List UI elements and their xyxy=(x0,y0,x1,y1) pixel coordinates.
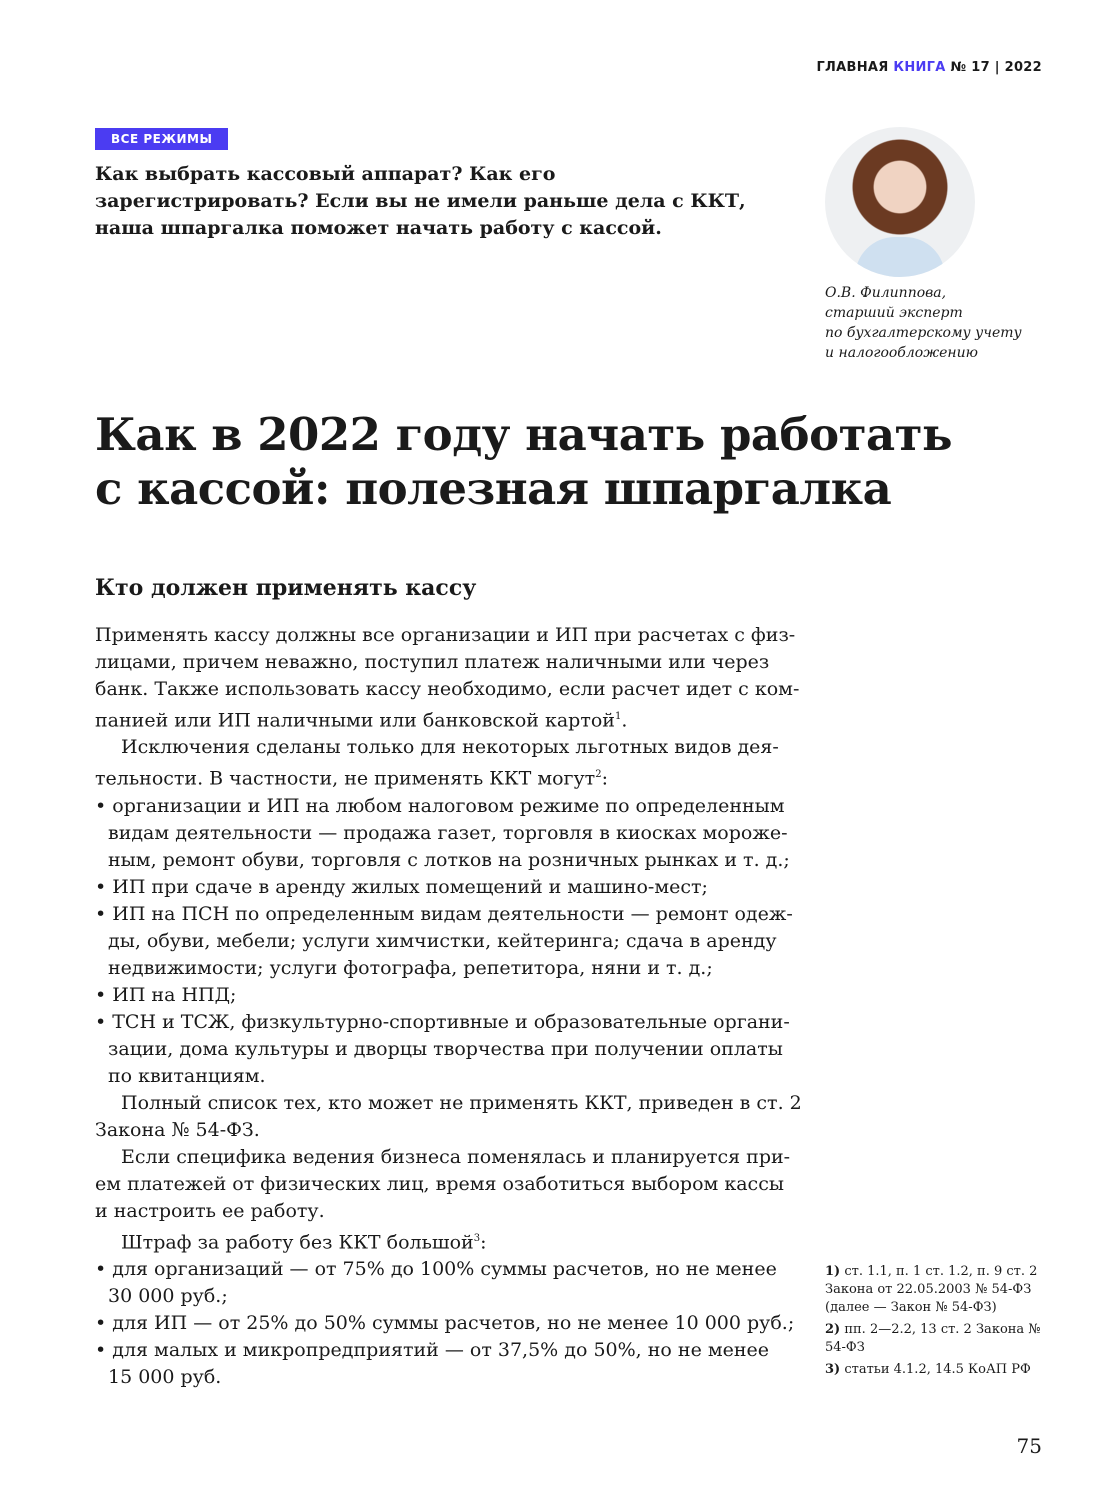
issue-number: № 17 | 2022 xyxy=(950,60,1042,75)
lead-paragraph xyxy=(95,161,795,242)
author-role: по бухгалтерскому учету xyxy=(825,325,1022,341)
body-line: 30 000 руб.; xyxy=(108,1284,228,1307)
body-line: лицами, причем неважно, поступил платеж наличными или через xyxy=(95,651,770,673)
title-line: с кассой: полезная шпаргалка xyxy=(95,462,892,515)
body-line: Если специфика ведения бизнеса поменялась и планируется при- xyxy=(121,1145,791,1168)
author-caption xyxy=(825,283,1022,363)
body-line: Штраф за работу без ККТ большой$^3$: xyxy=(121,1230,487,1253)
page-number: 75 xyxy=(1016,1434,1042,1458)
category-tag: ВСЕ РЕЖИМЫ xyxy=(95,128,228,150)
body-line: тельности. В частности, не применять ККТ могут$^2$: xyxy=(95,767,608,790)
magazine-name-accent: КНИГА xyxy=(893,60,946,75)
body-line: Исключения сделаны только для некоторых льготных видов дея- xyxy=(121,736,779,759)
bullet-item: • организации и ИП на любом налоговом режиме по определенным xyxy=(95,793,785,820)
footnote-ref: 3 xyxy=(473,1232,481,1244)
magazine-name: ГЛАВНАЯ xyxy=(816,60,889,75)
body-line: недвижимости; услуги фотографа, репетитора, няни и т. д.; xyxy=(108,956,713,979)
author-photo xyxy=(825,127,975,277)
body-line: видам деятельности — продажа газет, торговля в киосках мороже- xyxy=(108,821,788,844)
body-line: и настроить ее работу. xyxy=(95,1199,325,1222)
body-line: панией или ИП наличными или банковской картой$^1$. xyxy=(95,709,628,732)
article-body xyxy=(95,622,802,1391)
bullet-item: • для организаций — от 75% до 100% суммы расчетов, но не менее xyxy=(95,1256,785,1283)
lead-line: зарегистрировать? Если вы не имели раньше дела с ККТ, xyxy=(95,190,746,212)
footnote-ref: 1 xyxy=(614,711,622,722)
body-line: Закона № 54-ФЗ. xyxy=(95,1118,260,1141)
lead-line: Как выбрать кассовый аппарат? Как его xyxy=(95,163,556,185)
footnote-ref: 2 xyxy=(595,769,602,781)
bullet-item: • ИП на ПСН по определенным видам деятельности — ремонт одеж- xyxy=(95,901,785,928)
lead-line: наша шпаргалка поможет начать работу с кассой. xyxy=(95,217,662,239)
footnote: 2) пп. 2—2.2, 13 ст. 2 Закона № 54-ФЗ xyxy=(825,1322,1041,1355)
author-role: и налогообложению xyxy=(825,345,978,361)
bullet-item: • для малых и микропредприятий — от 37,5% до 50%, но не менее xyxy=(95,1337,785,1364)
section-heading: Кто должен применять кассу xyxy=(95,575,477,601)
author-role: старший эксперт xyxy=(825,305,963,321)
body-line: ды, обуви, мебели; услуги химчистки, кейтеринга; сдача в аренду xyxy=(108,929,777,952)
bullet-item: • ИП при сдаче в аренду жилых помещений и машино-мест; xyxy=(95,874,785,901)
body-line: по квитанциям. xyxy=(108,1064,266,1087)
bullet-item: • для ИП — от 25% до 50% суммы расчетов, но не менее 10 000 руб.; xyxy=(95,1310,785,1337)
bullet-item: • ТСН и ТСЖ, физкультурно-спортивные и образовательные органи- xyxy=(95,1009,785,1036)
body-line: зации, дома культуры и дворцы творчества при получении оплаты xyxy=(108,1037,783,1060)
title-line: Как в 2022 году начать работать xyxy=(95,408,953,461)
article-title xyxy=(95,408,952,516)
author-name: О.В. Филиппова, xyxy=(825,285,947,301)
body-line: банк. Также использовать кассу необходимо, если расчет идет с ком- xyxy=(95,678,800,700)
body-line: Полный список тех, кто может не применять ККТ, приведен в ст. 2 xyxy=(121,1091,802,1114)
bullet-item: • ИП на НПД; xyxy=(95,982,785,1009)
body-line: 15 000 руб. xyxy=(108,1365,222,1388)
body-line: ем платежей от физических лиц, время озаботиться выбором кассы xyxy=(95,1172,784,1195)
body-line: ным, ремонт обуви, торговля с лотков на розничных рынках и т. д.; xyxy=(108,848,790,871)
footnote: 3) статьи 4.1.2, 14.5 КоАП РФ xyxy=(825,1362,1031,1377)
footnotes xyxy=(825,1263,1050,1383)
running-header xyxy=(816,60,1042,75)
body-line: Применять кассу должны все организации и ИП при расчетах с физ- xyxy=(95,624,796,646)
footnote: 1) ст. 1.1, п. 1 ст. 1.2, п. 9 ст. 2 Закона от 22.05.2003 № 54-ФЗ (далее — Закон № 54-ФЗ) xyxy=(825,1264,1038,1315)
